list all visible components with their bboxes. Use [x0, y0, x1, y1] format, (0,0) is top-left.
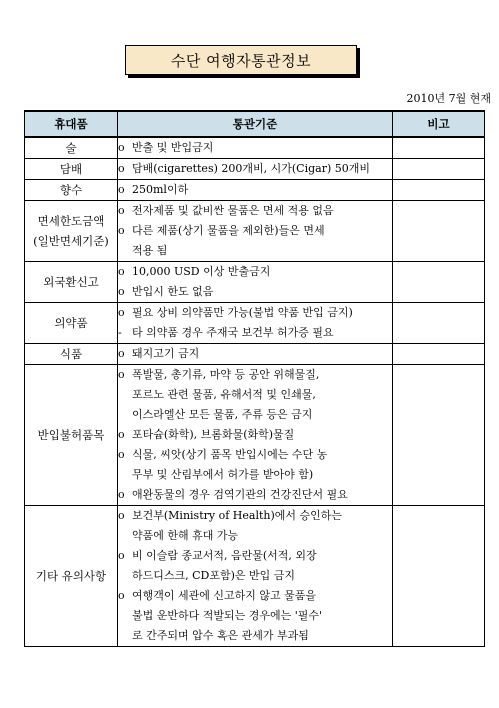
standard-cell — [118, 506, 393, 647]
remark-cell — [393, 344, 485, 365]
item-category: 향수 — [59, 183, 83, 197]
standard-text: 식물, 씨앗(상기 품목 반입시에는 수단 농 — [132, 448, 328, 461]
table-row — [25, 262, 485, 303]
standard-text: 전자제품 및 값비싼 물품은 면세 적용 없음 — [132, 204, 334, 217]
standard-text: 비 이슬람 종교서적, 음란물(서적, 외장 — [132, 549, 317, 562]
remark-cell — [393, 159, 485, 180]
bullet-marker: o — [118, 224, 125, 237]
bullet-marker: o — [118, 265, 125, 278]
standard-text-continuation: 약품에 한해 휴대 가능 — [132, 529, 239, 542]
table-row — [25, 303, 485, 344]
item-category: 외국환신고 — [43, 275, 99, 289]
standard-line — [118, 303, 392, 323]
standard-line — [118, 445, 392, 465]
item-category: 식품 — [59, 347, 83, 361]
item-category: 담배 — [59, 162, 83, 176]
standard-line — [118, 323, 392, 343]
item-category-cell — [25, 303, 118, 344]
standard-line — [118, 221, 392, 241]
bullet-marker: o — [118, 141, 125, 154]
bullet-marker: o — [118, 285, 125, 298]
customs-table — [24, 110, 485, 647]
standard-cell — [118, 303, 393, 344]
item-category: 기타 유의사항 — [35, 569, 107, 583]
standard-text-continuation: 로 간주되며 압수 혹은 관세가 부과됨 — [132, 629, 309, 642]
standard-text: 다른 제품(상기 물품을 제외한)들은 면세 — [132, 224, 325, 237]
bullet-marker: o — [118, 204, 125, 217]
standard-text: 폭발물, 총기류, 마약 등 공안 위해물질, — [132, 368, 320, 381]
header-item: 휴대품 — [25, 111, 118, 137]
remark-cell — [393, 201, 485, 262]
standard-text: 타 의약품 경우 주재국 보건부 허가증 필요 — [132, 326, 334, 339]
standard-text: 반출 및 반입금지 — [132, 141, 214, 154]
standard-text: 10,000 USD 이상 반출금지 — [132, 265, 271, 278]
standard-cell — [118, 159, 393, 180]
standard-line — [118, 138, 392, 158]
standard-cell — [118, 201, 393, 262]
standard-text: 돼지고기 금지 — [132, 347, 200, 360]
bullet-marker: o — [118, 368, 125, 381]
bullet-marker: o — [118, 549, 125, 562]
standard-text: 필요 상비 의약품만 가능(불법 약품 반입 금지) — [132, 306, 353, 319]
bullet-marker: o — [118, 488, 125, 501]
remark-cell — [393, 506, 485, 647]
standard-line — [118, 282, 392, 302]
standard-line — [118, 344, 392, 364]
table-body — [25, 137, 485, 647]
table-row — [25, 180, 485, 201]
standard-line — [118, 262, 392, 282]
item-category: 술 — [65, 141, 77, 155]
standard-line — [118, 201, 392, 221]
item-category: 반입불허품목 — [37, 428, 105, 442]
item-category-cell — [25, 262, 118, 303]
bullet-marker: o — [118, 428, 125, 441]
item-category: (일반면세기준) — [33, 234, 109, 248]
standard-text: 250ml이하 — [132, 183, 189, 196]
bullet-marker: o — [118, 589, 125, 602]
document-title — [125, 45, 357, 75]
standard-cell — [118, 262, 393, 303]
standard-line — [118, 365, 392, 385]
remark-cell — [393, 180, 485, 201]
bullet-marker: o — [118, 183, 125, 196]
table-row — [25, 506, 485, 647]
item-category-cell — [25, 180, 118, 201]
standard-cell — [118, 137, 393, 159]
standard-text-continuation: 불법 운반하다 적발되는 경우에는 '필수' — [132, 609, 323, 622]
bullet-marker: o — [118, 509, 125, 522]
standard-line — [118, 180, 392, 200]
standard-cell — [118, 180, 393, 201]
standard-line — [118, 485, 392, 505]
bullet-marker: o — [118, 306, 125, 319]
item-category-cell — [25, 344, 118, 365]
standard-text: 애완동물의 경우 검역기관의 건강진단서 필요 — [132, 488, 348, 501]
item-category-cell — [25, 506, 118, 647]
standard-text-continuation: 포르노 관련 물품, 유해서적 및 인쇄물, — [132, 388, 316, 401]
standard-text-continuation: 이스라엘산 모든 물품, 주류 등은 금지 — [132, 408, 313, 421]
bullet-marker: o — [118, 347, 125, 360]
table-header-row — [25, 111, 485, 137]
standard-line — [118, 546, 392, 566]
standard-text: 반입시 한도 없음 — [132, 285, 214, 298]
header-remark: 비고 — [393, 111, 485, 137]
date-note: 2010년 7월 현재 — [406, 92, 491, 105]
standard-text: 담배(cigarettes) 200개비, 시가(Cigar) 50개비 — [132, 162, 370, 175]
item-category: 면세한도금액 — [37, 214, 105, 228]
table-row — [25, 365, 485, 506]
table-row — [25, 201, 485, 262]
table-row — [25, 344, 485, 365]
item-category-cell — [25, 137, 118, 159]
remark-cell — [393, 137, 485, 159]
standard-line — [118, 159, 392, 179]
standard-line — [118, 425, 392, 445]
dash-marker: - — [118, 326, 122, 339]
standard-text-continuation: 적용 됨 — [132, 244, 168, 257]
standard-text-continuation: 하드디스크, CD포함)은 반입 금지 — [132, 569, 296, 582]
standard-cell — [118, 344, 393, 365]
bullet-marker: o — [118, 162, 125, 175]
item-category-cell — [25, 159, 118, 180]
table-row — [25, 159, 485, 180]
document-title-text: 수단 여행자통관정보 — [170, 51, 312, 70]
remark-cell — [393, 262, 485, 303]
bullet-marker: o — [118, 448, 125, 461]
remark-cell — [393, 303, 485, 344]
header-standard: 통관기준 — [118, 111, 393, 137]
remark-cell — [393, 365, 485, 506]
standard-line — [118, 586, 392, 606]
standard-text: 포타슘(화학), 브롬화물(화학)물질 — [132, 428, 295, 441]
standard-text: 여행객이 세관에 신고하지 않고 물품을 — [132, 589, 317, 602]
standard-line — [118, 506, 392, 526]
table-row — [25, 137, 485, 159]
item-category-cell — [25, 201, 118, 262]
item-category: 의약품 — [54, 316, 88, 330]
standard-text-continuation: 무부 및 산림부에서 허가를 받아야 함) — [132, 468, 314, 481]
item-category-cell — [25, 365, 118, 506]
standard-cell — [118, 365, 393, 506]
standard-text: 보건부(Ministry of Health)에서 승인하는 — [132, 509, 343, 522]
